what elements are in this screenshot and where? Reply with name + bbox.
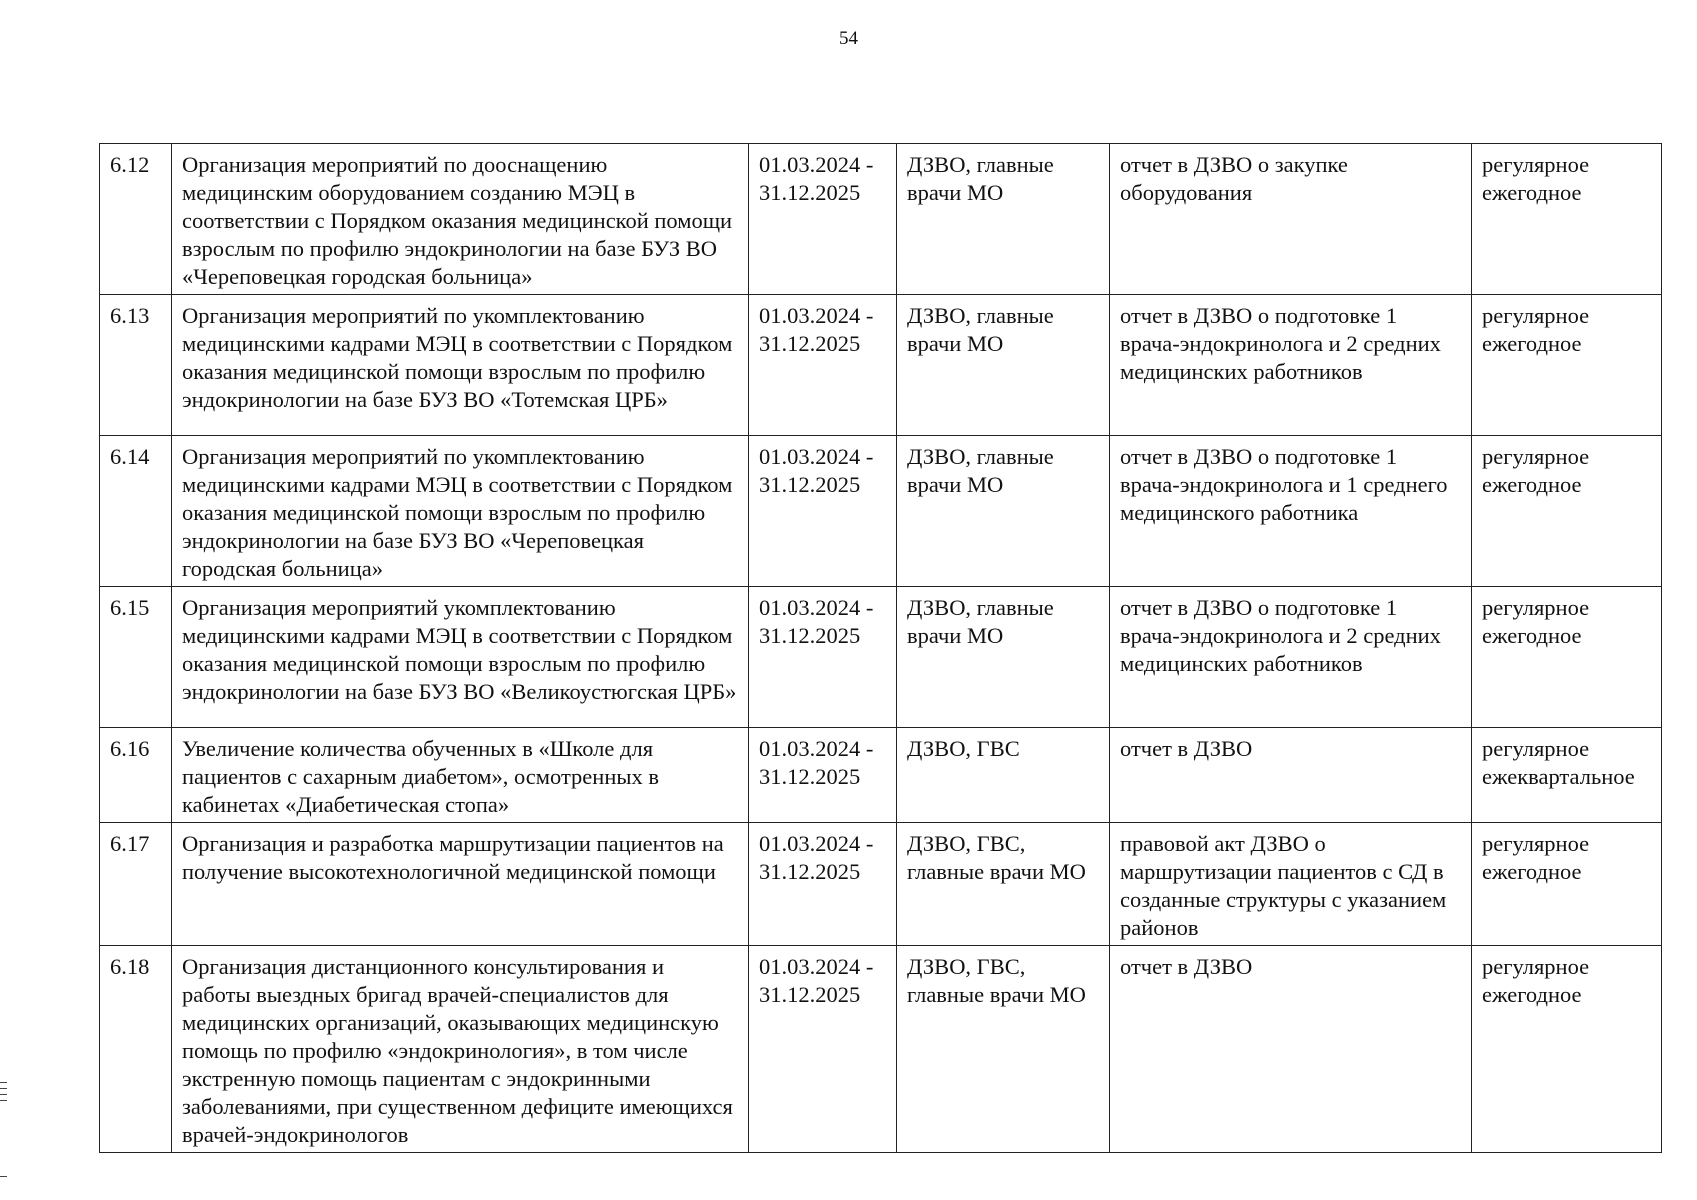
expected-result: отчет в ДЗВО о подготовке 1 врача-эндокринолога и 1 среднего медицинского работника [1110,436,1472,587]
responsible-executors: ДЗВО, главные врачи МО [897,144,1110,295]
table-row [100,946,1662,1153]
scan-margin-mark [0,1088,7,1089]
execution-dates: 01.03.2024 - 31.12.2025 [749,295,897,436]
execution-dates: 01.03.2024 - 31.12.2025 [749,728,897,823]
execution-dates: 01.03.2024 - 31.12.2025 [749,823,897,946]
frequency: регулярное ежегодное [1472,946,1662,1153]
expected-result: отчет в ДЗВО о подготовке 1 врача-эндокринолога и 2 средних медицинских работников [1110,587,1472,728]
activities-table [99,143,1662,1153]
scan-margin-mark [0,1100,7,1101]
expected-result: отчет в ДЗВО о подготовке 1 врача-эндокринолога и 2 средних медицинских работников [1110,295,1472,436]
activity-description: Увеличение количества обученных в «Школе для пациентов с сахарным диабетом», осмотренных в кабинетах «Диабетическая стопа» [172,728,749,823]
execution-dates: 01.03.2024 - 31.12.2025 [749,436,897,587]
expected-result: отчет в ДЗВО [1110,946,1472,1153]
row-number: 6.17 [100,823,172,946]
row-number: 6.13 [100,295,172,436]
activity-description: Организация дистанционного консультирования и работы выездных бригад врачей-специалистов для медицинских организаций, оказывающих медицинскую помощь по профилю «эндокринология», в том числе экстренную помощь пациентам с эндокринными заболеваниями, при существенном дефиците имеющихся врачей-эндокринологов [172,946,749,1153]
frequency: регулярное ежегодное [1472,144,1662,295]
table-row [100,144,1662,295]
expected-result: отчет в ДЗВО о закупке оборудования [1110,144,1472,295]
table-row [100,295,1662,436]
table-row [100,728,1662,823]
scan-margin-mark [0,1176,7,1177]
row-number: 6.18 [100,946,172,1153]
row-number: 6.15 [100,587,172,728]
frequency: регулярное ежегодное [1472,823,1662,946]
expected-result: отчет в ДЗВО [1110,728,1472,823]
frequency: регулярное ежегодное [1472,295,1662,436]
execution-dates: 01.03.2024 - 31.12.2025 [749,587,897,728]
activity-description: Организация мероприятий по укомплектованию медицинскими кадрами МЭЦ в соответствии с Порядком оказания медицинской помощи взрослым по профилю эндокринологии на базе БУЗ ВО «Тотемская ЦРБ» [172,295,749,436]
responsible-executors: ДЗВО, главные врачи МО [897,295,1110,436]
responsible-executors: ДЗВО, главные врачи МО [897,587,1110,728]
responsible-executors: ДЗВО, ГВС, главные врачи МО [897,946,1110,1153]
responsible-executors: ДЗВО, главные врачи МО [897,436,1110,587]
responsible-executors: ДЗВО, ГВС, главные врачи МО [897,823,1110,946]
activity-description: Организация мероприятий укомплектованию медицинскими кадрами МЭЦ в соответствии с Порядком оказания медицинской помощи взрослым по профилю эндокринологии на базе БУЗ ВО «Великоустюгская ЦРБ» [172,587,749,728]
page-number: 54 [839,28,858,49]
responsible-executors: ДЗВО, ГВС [897,728,1110,823]
frequency: регулярное ежегодное [1472,436,1662,587]
execution-dates: 01.03.2024 - 31.12.2025 [749,144,897,295]
execution-dates: 01.03.2024 - 31.12.2025 [749,946,897,1153]
frequency: регулярное ежегодное [1472,587,1662,728]
table-row [100,436,1662,587]
row-number: 6.16 [100,728,172,823]
row-number: 6.14 [100,436,172,587]
table-row [100,587,1662,728]
scan-margin-mark [0,1082,7,1083]
activity-description: Организация мероприятий по дооснащению медицинским оборудованием созданию МЭЦ в соответствии с Порядком оказания медицинской помощи взрослым по профилю эндокринологии на базе БУЗ ВО «Череповецкая городская больница» [172,144,749,295]
row-number: 6.12 [100,144,172,295]
activity-description: Организация мероприятий по укомплектованию медицинскими кадрами МЭЦ в соответствии с Порядком оказания медицинской помощи взрослым по профилю эндокринологии на базе БУЗ ВО «Череповецкая городская больница» [172,436,749,587]
table-row [100,823,1662,946]
expected-result: правовой акт ДЗВО о маршрутизации пациентов с СД в созданные структуры с указанием районов [1110,823,1472,946]
scan-margin-mark [0,1094,7,1095]
frequency: регулярное ежеквартальное [1472,728,1662,823]
activity-description: Организация и разработка маршрутизации пациентов на получение высокотехнологичной медицинской помощи [172,823,749,946]
